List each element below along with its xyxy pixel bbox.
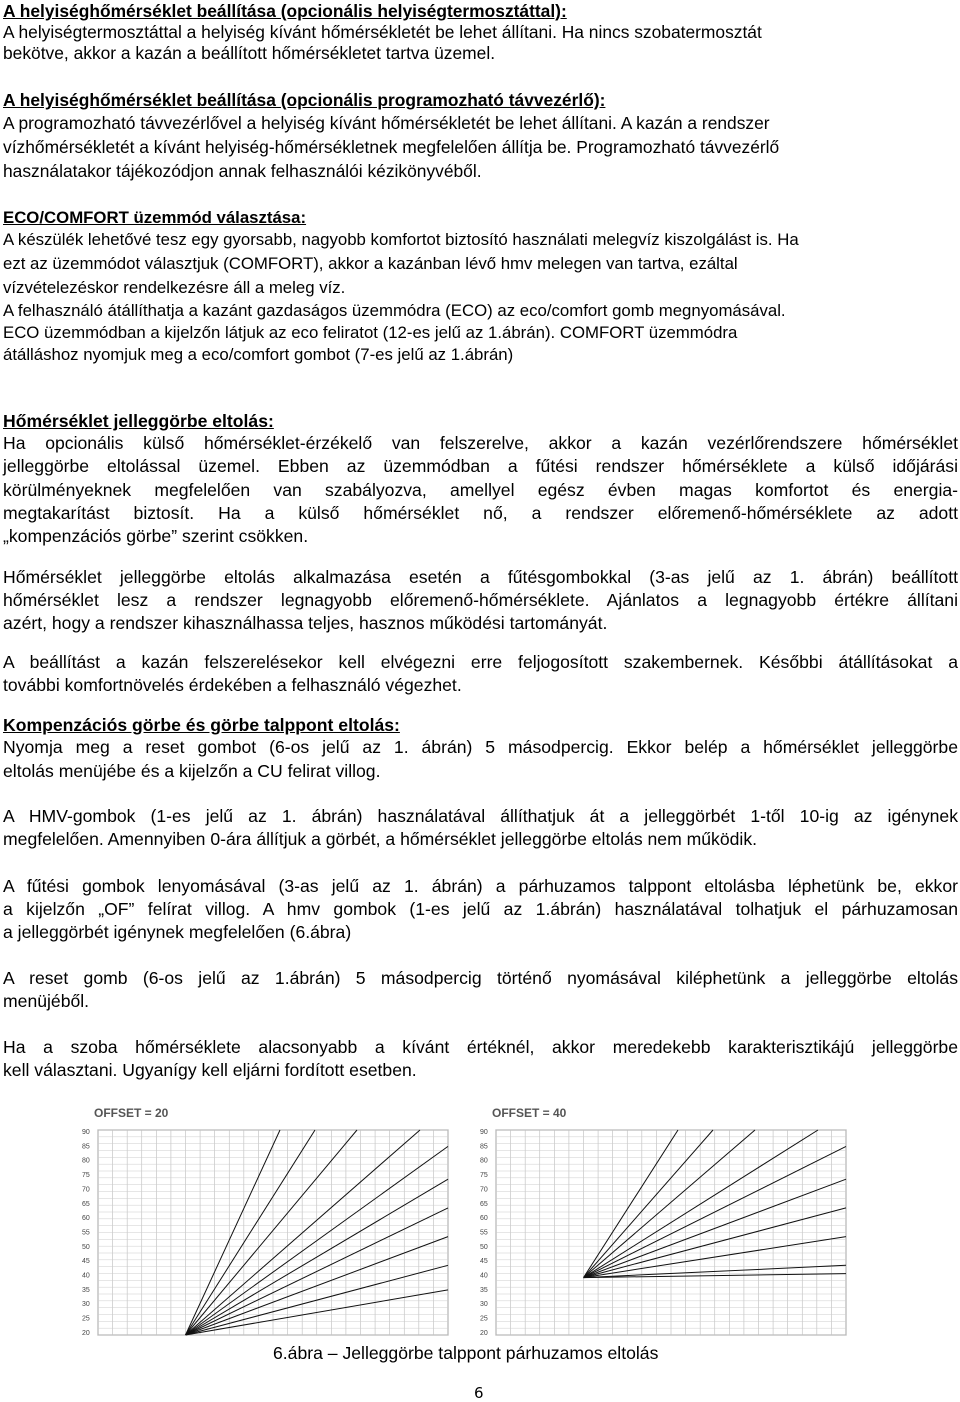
text-line: megfelelően. Amennyiben 0-ára állítjuk a görbét, a hőmérséklet jelleggörbe eltolás nem működik. — [3, 829, 758, 849]
figure-caption: 6.ábra – Jelleggörbe talppont párhuzamos eltolás — [273, 1343, 659, 1363]
y-tick-label: 60 — [480, 1215, 488, 1223]
chart-title: OFFSET = 40 — [492, 1106, 567, 1120]
text-line: azért, hogy a rendszer kihasználhassa teljes, hasznos működési tartományát. — [3, 613, 608, 633]
text-line: Nyomja meg a reset gombot (6-os jelű az 1. ábrán) 5 másodpercig. Ekkor belép a hőmérséklet jelleggörbe — [3, 737, 958, 757]
y-tick-label: 50 — [82, 1243, 90, 1251]
section-heading: Kompenzációs görbe és görbe talppont eltolás: — [3, 715, 400, 735]
text-line: bekötve, akkor a kazán a beállított hőmérsékletet tartva üzemel. — [3, 43, 496, 63]
offset-chart-svg — [478, 1100, 858, 1340]
y-tick-label: 85 — [82, 1143, 90, 1151]
text-line: jelleggörbe eltolással üzemel. Ebben az üzemmódban a fűtési rendszer hőmérséklete a külső időjárási — [3, 456, 958, 476]
offset-chart-40 — [478, 1100, 858, 1340]
y-tick-label: 40 — [82, 1272, 90, 1280]
y-tick-label: 45 — [480, 1258, 488, 1266]
text-line: A reset gomb (6-os jelű az 1.ábrán) 5 másodpercig történő nyomásával kiléphetünk a jelleggörbe eltolás — [3, 968, 958, 988]
y-tick-label: 70 — [480, 1186, 488, 1194]
y-tick-label: 35 — [82, 1286, 90, 1294]
text-line: A beállítást a kazán felszerelésekor kell elvégezni erre feljogosított szakembernek. Későbbi átállításokat a — [3, 652, 958, 672]
y-tick-label: 20 — [82, 1329, 90, 1337]
y-tick-label: 80 — [480, 1157, 488, 1165]
page-number: 6 — [474, 1384, 484, 1402]
y-tick-label: 65 — [480, 1200, 488, 1208]
text-line: használatakor tájékozódjon annak felhasználói kézikönyvéből. — [3, 161, 482, 181]
chart-title: OFFSET = 20 — [94, 1106, 169, 1120]
text-line: Ha a szoba hőmérséklete alacsonyabb a kívánt értéknél, akkor meredekebb karakterisztikájú jelleggörbe — [3, 1037, 958, 1057]
text-line: vízhőmérsékletét a kívánt helyiség-hőmérsékletnek megfelelően állítja be. Programozható távvezérlő — [3, 137, 780, 157]
text-line: kell választani. Ugyanígy kell eljárni fordított esetben. — [3, 1060, 417, 1080]
text-line: A helyiségtermosztáttal a helyiség kívánt hőmérsékletét be lehet állítani. Ha nincs szobatermosztát — [3, 22, 762, 42]
section-heading: A helyiséghőmérséklet beállítása (opcionális helyiségtermosztáttal): — [3, 1, 567, 21]
text-line: hőmérséklet lesz a rendszer legnagyobb előremenő-hőmérséklete. Ajánlatos a legnagyobb értékre állítani — [3, 590, 958, 610]
text-line: átálláshoz nyomjuk meg a eco/comfort gombot (7-es jelű az 1.ábrán) — [3, 345, 514, 364]
text-line: „kompenzációs görbe” szerint csökken. — [3, 526, 309, 546]
y-tick-label: 40 — [480, 1272, 488, 1280]
y-tick-label: 55 — [82, 1229, 90, 1237]
text-line: A HMV-gombok (1-es jelű az 1. ábrán) használatával állíthatjuk át a jelleggörbét 1-től 10-ig az igénynek — [3, 806, 958, 826]
y-tick-label: 75 — [480, 1172, 488, 1180]
y-tick-label: 75 — [82, 1172, 90, 1180]
y-tick-label: 25 — [480, 1315, 488, 1323]
text-line: körülményeknek megfelelően van szabályozva, amellyel egész évben magas komfortot és energia- — [3, 480, 958, 500]
y-tick-label: 65 — [82, 1200, 90, 1208]
text-line: menüjéből. — [3, 991, 90, 1011]
text-line: a kijelzőn „OF” felírat villog. A hmv gombok (1-es jelű az 1.ábrán) használatával tolhatjuk el párhuzamosan — [3, 899, 958, 919]
section-heading: A helyiséghőmérséklet beállítása (opcionális programozható távvezérlő): — [3, 90, 606, 110]
y-tick-label: 90 — [480, 1129, 488, 1136]
offset-chart-svg — [80, 1100, 460, 1340]
y-tick-label: 35 — [480, 1286, 488, 1294]
text-line: A készülék lehetővé tesz egy gyorsabb, nagyobb komfortot biztosító használati melegvíz kiszolgálást is. Ha — [3, 230, 799, 249]
text-line: megtakarítást biztosít. Ha a külső hőmérséklet nő, a rendszer előremenő-hőmérséklete az adott — [3, 503, 958, 523]
section-heading: ECO/COMFORT üzemmód választása: — [3, 208, 307, 227]
text-line: Hőmérséklet jelleggörbe eltolás alkalmazása esetén a fűtésgombokkal (3-as jelű az 1. ábrán) beállított — [3, 567, 958, 587]
offset-chart-20 — [80, 1100, 460, 1340]
text-line: eltolás menüjébe és a kijelzőn a CU felirat villog. — [3, 761, 381, 781]
y-tick-label: 50 — [480, 1243, 488, 1251]
text-line: további komfortnövelés érdekében a felhasználó végezhet. — [3, 675, 462, 695]
text-line: A programozható távvezérlővel a helyiség kívánt hőmérsékletét be lehet állítani. A kazán a rendszer — [3, 113, 770, 133]
y-tick-label: 20 — [480, 1329, 488, 1337]
y-tick-label: 85 — [480, 1143, 488, 1151]
section-heading: Hőmérséklet jelleggörbe eltolás: — [3, 411, 274, 431]
text-line: Ha opcionális külső hőmérséklet-érzékelő van felszerelve, akkor a kazán vezérlőrendszere hőmérséklet — [3, 433, 958, 453]
y-tick-label: 25 — [82, 1315, 90, 1323]
y-tick-label: 55 — [480, 1229, 488, 1237]
text-line: vízvételezéskor rendelkezésre áll a meleg víz. — [3, 278, 346, 297]
text-line: A fűtési gombok lenyomásával (3-as jelű az 1. ábrán) a párhuzamos talppont eltolásba léphetünk be, ekkor — [3, 876, 958, 896]
y-tick-label: 80 — [82, 1157, 90, 1165]
y-tick-label: 30 — [82, 1301, 90, 1309]
text-line: ezt az üzemmódot választjuk (COMFORT), akkor a kazánban lévő hmv melegen van tartva, ezáltal — [3, 254, 738, 273]
text-line: ECO üzemmódban a kijelzőn látjuk az eco feliratot (12-es jelű az 1.ábrán). COMFORT üzemmódra — [3, 323, 738, 342]
y-tick-label: 70 — [82, 1186, 90, 1194]
y-tick-label: 60 — [82, 1215, 90, 1223]
y-tick-label: 30 — [480, 1301, 488, 1309]
y-tick-label: 90 — [82, 1129, 90, 1136]
text-line: a jelleggörbét igénynek megfelelően (6.ábra) — [3, 922, 352, 942]
text-line: A felhasználó átállíthatja a kazánt gazdaságos üzemmódra (ECO) az eco/comfort gomb megnyomásával. — [3, 301, 786, 320]
y-tick-label: 45 — [82, 1258, 90, 1266]
